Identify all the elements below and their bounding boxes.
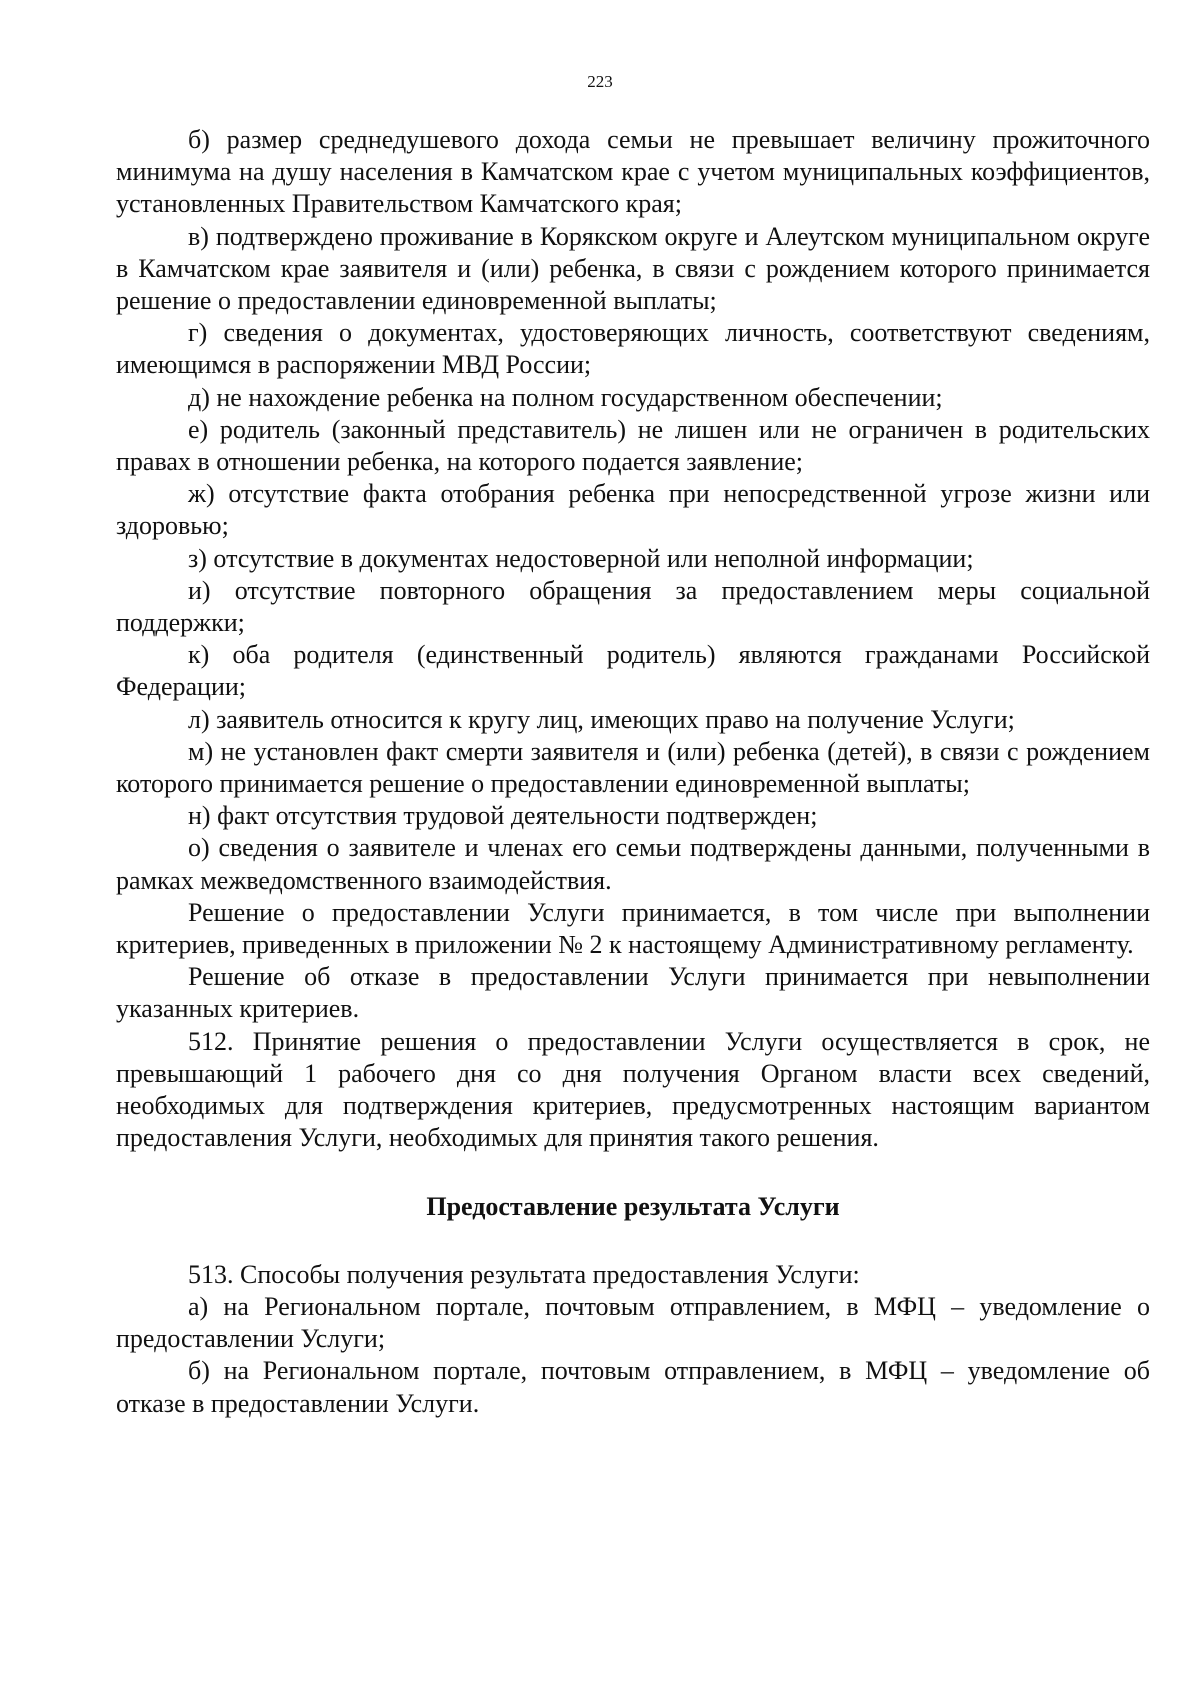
paragraph-513: 513. Способы получения результата предоставления Услуги: — [188, 1259, 860, 1289]
paragraph-o: о) сведения о заявителе и членах его семьи подтверждены данными, полученными в рамках межведомственного взаимодействия. — [116, 833, 1150, 895]
section-heading: Предоставление результата Услуги — [426, 1191, 840, 1221]
paragraph-zh: ж) отсутствие факта отобрания ребенка при непосредственной угрозе жизни или здоровью; — [116, 479, 1150, 541]
paragraph-decision-grant: Решение о предоставлении Услуги принимается, в том числе при выполнении критериев, приведенных в приложении № 2 к настоящему Административному регламенту. — [116, 897, 1150, 960]
paragraph-b: б) размер среднедушевого дохода семьи не превышает величину прожиточного минимума на душу населения в Камчатском крае с учетом муниципальных коэффициентов, установленных Правительством Камчатского края; — [116, 125, 1150, 219]
paragraph-decision-refusal: Решение об отказе в предоставлении Услуги принимается при невыполнении указанных критериев. — [116, 962, 1150, 1024]
page-number: 223 — [587, 72, 613, 91]
paragraph-e: е) родитель (законный представитель) не лишен или не ограничен в родительских правах в отношении ребенка, на которого подается заявление; — [116, 414, 1150, 477]
paragraph-l: л) заявитель относится к кругу лиц, имеющих право на получение Услуги; — [188, 704, 1015, 734]
paragraph-m: м) не установлен факт смерти заявителя и (или) ребенка (детей), в связи с рождением которого принимается решение о предоставлении единовременной выплаты; — [116, 736, 1150, 799]
paragraph-512: 512. Принятие решения о предоставлении Услуги осуществляется в срок, не превышающий 1 рабочего дня со дня получения Органом власти всех сведений, необходимых для подтверждения критериев, предусмотренных настоящим вариантом предоставления Услуги, необходимых для принятия такого решения. — [116, 1026, 1150, 1153]
paragraph-z: з) отсутствие в документах недостоверной или неполной информации; — [188, 543, 974, 573]
paragraph-i: и) отсутствие повторного обращения за предоставлением меры социальной поддержки; — [116, 575, 1150, 638]
paragraph-d: д) не нахождение ребенка на полном государственном обеспечении; — [188, 382, 943, 412]
paragraph-g: г) сведения о документах, удостоверяющих личность, соответствуют сведениям, имеющимся в распоряжении МВД России; — [116, 318, 1150, 380]
paragraph-513-a: а) на Региональном портале, почтовым отправлением, в МФЦ – уведомление о предоставлении Услуги; — [116, 1291, 1150, 1354]
paragraph-n: н) факт отсутствия трудовой деятельности подтвержден; — [188, 801, 818, 831]
paragraph-v: в) подтверждено проживание в Корякском округе и Алеутском муниципальном округе в Камчатском крае заявителя и (или) ребенка, в связи с рождением которого принимается решение о предоставлении единовременной выплаты; — [116, 221, 1150, 316]
paragraph-513-b: б) на Региональном портале, почтовым отправлением, в МФЦ – уведомление об отказе в предоставлении Услуги. — [116, 1356, 1150, 1418]
document-body — [116, 124, 1150, 1420]
paragraph-k: к) оба родителя (единственный родитель) являются гражданами Российской Федерации; — [116, 640, 1150, 702]
